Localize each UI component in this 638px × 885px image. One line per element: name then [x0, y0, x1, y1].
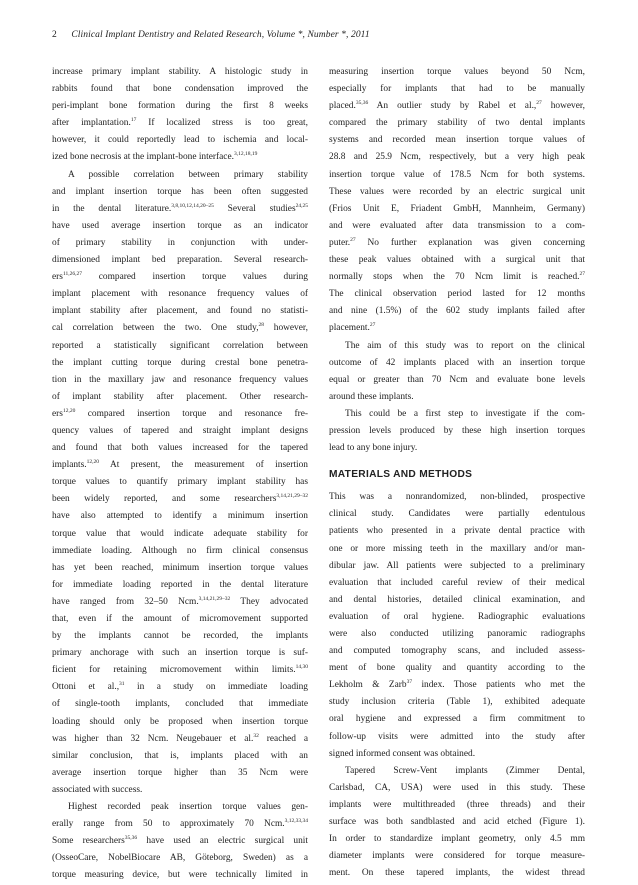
text-line: and implant insertion torque has been often suggested [52, 186, 308, 197]
text-line: dibular jaw. All patients were subjected to a preliminary [329, 560, 585, 571]
text-line: Tapered Screw-Vent implants (Zimmer Dental, [345, 765, 585, 776]
running-head [52, 30, 370, 40]
text-line: been widely reported, and some researchers$^{3,14,21,29-32}$ [52, 493, 308, 505]
text-line: Carlsbad, CA, USA) were used in this study. These [329, 782, 585, 793]
text-line: tion in the maxillary jaw and resonance frequency values [52, 374, 308, 385]
text-line: ers$^{11,26,27}$ compared insertion torque values during [52, 271, 308, 283]
text-line: similar conclusion, that is, implants placed with an [52, 750, 308, 761]
text-line: and computed tomography scans, and included assess- [329, 646, 585, 657]
text-line: In order to standardize implant geometry, only 4.5 mm [329, 834, 585, 845]
text-line: these peak values obtained with a surgical unit that [329, 255, 585, 266]
citation: 27 [369, 322, 376, 329]
text-line: (OsseoCare, NobelBiocare AB, Göteborg, Sweden) as a [52, 853, 308, 864]
citation: 28 [258, 322, 265, 329]
text-line: signed informed consent was obtained. [329, 748, 476, 759]
text-line: diameter implants were considered for torque measure- [329, 851, 585, 862]
text-line: however, it could reportedly lead to ischemia and local- [52, 135, 308, 146]
citation: 27 [536, 100, 542, 107]
text-line: Some researchers$^{35,36}$ have used an electric surgical unit [52, 835, 308, 847]
text-line: evaluation that included careful review of their medical [329, 577, 585, 588]
text-line: was higher than 32 Ncm. Neugebauer et al.$^{32}$ reached a [52, 732, 308, 744]
text-line: and dental histories, detailed clinical examination, and [329, 594, 585, 605]
text-line: normally stops when the 70 Ncm limit is reached.$^{27}$ [329, 271, 585, 283]
section-heading: MATERIALS AND METHODS [329, 469, 473, 481]
text-line: have used average insertion torque as an indicator [52, 220, 308, 231]
citation: 3,12,33,34 [284, 818, 308, 825]
text-line: of single-tooth implants, concluded that immediate [52, 699, 308, 710]
text-line: of implant stability after placement. Other research- [52, 391, 308, 402]
text-line: ized bone necrosis at the implant-bone interface.$^{3,12,18,19}$ [52, 151, 258, 163]
right-column [329, 64, 585, 882]
text-line: in the dental literature.$^{3,8,10,12,14,20-25}$ Several studies$^{24,25}$ [52, 202, 308, 214]
text-line: implant stability after placement, and found no statisti- [52, 306, 308, 317]
text-line: ment. On these tapered implants, the widest thread [329, 868, 585, 879]
text-line: were also conducted utilizing panoramic radiographs [329, 629, 585, 639]
text-line: placed.$^{35,36}$ An outlier study by Rabel et al.,$^{27}$ however, [329, 100, 585, 112]
text-line: (Frios Unit E, Friadent GmbH, Mannheim, Germany) [329, 203, 585, 214]
citation: 14,30 [295, 664, 308, 671]
text-line: lead to any bone injury. [329, 443, 418, 454]
text-line: Ottoni et al.,$^{31}$ in a study on immediate loading [52, 681, 308, 693]
citation: 11,26,27 [62, 271, 82, 278]
text-line: Lekholm & Zarb$^{37}$ index. Those patients who met the [329, 679, 585, 691]
text-line: average insertion torque higher than 35 Ncm were [52, 767, 308, 778]
text-line: torque measuring device, but were technically limited in [52, 870, 308, 881]
text-line: 28.8 and 25.9 Ncm, respectively, but a very high peak [329, 152, 585, 163]
citation: 27 [579, 271, 585, 278]
text-line: peri-implant bone formation during the first 8 weeks [52, 101, 308, 112]
text-line: dimensioned implant bed preparation. Several research- [52, 255, 308, 266]
citation: 3,12,18,19 [233, 151, 258, 158]
text-line: for immediate loading reported in the dental literature [52, 579, 308, 590]
journal-title: Clinical Implant Dentistry and Related Research, Volume *, Number *, 2011 [71, 30, 370, 40]
text-line: oral hygiene and expressed a firm commitment to [329, 714, 585, 725]
text-line: study inclusion criteria (Table 1), exhibited adequate [329, 697, 585, 708]
text-line: quency values of tapered and straight implant designs [52, 425, 308, 436]
citation: 3,8,10,12,14,20–25 [171, 202, 214, 209]
text-line: especially for implants that had to be manually [329, 84, 585, 95]
text-line: placement.$^{27}$ [329, 322, 376, 334]
citation: 35,36 [355, 100, 369, 107]
text-line: follow-up visits were admitted into the study after [329, 731, 585, 742]
citation: 24,25 [295, 202, 308, 209]
text-line: has yet been reached, minimum insertion torque values [52, 562, 308, 573]
citation: 3,14,21,29–32 [276, 493, 308, 500]
text-line: This was a nonrandomized, non-blinded, prospective [329, 492, 585, 503]
text-line: immediate loading. Although no firm clinical consensus [52, 545, 308, 556]
text-line: systems and recorded mean insertion torque values of [329, 135, 585, 146]
text-line: patients who presented in a private dental practice with [329, 526, 585, 537]
text-line: ers$^{12,20}$ compared insertion torque and resonance fre- [52, 407, 308, 419]
text-line: and found that both values increased for the tapered [52, 443, 308, 454]
left-column [52, 64, 308, 885]
text-line: clinical study. Candidates were partially edentulous [329, 509, 585, 520]
text-line: reported a statistically significant correlation between [52, 340, 308, 351]
text-line: that, even if the amount of micromovement supported [52, 614, 308, 624]
text-line: of primary stability in conjunction with under- [52, 237, 308, 248]
text-line: and were evaluated after data transmission to a com- [329, 220, 585, 231]
text-line: around these implants. [329, 391, 414, 402]
text-line: after implantation.$^{17}$ If localized stress is too great, [52, 117, 308, 129]
page-number: 2 [52, 30, 57, 40]
text-line: increase primary implant stability. A histologic study in [52, 67, 308, 77]
text-line: measuring insertion torque values beyond 50 Ncm, [329, 67, 585, 77]
text-line: have ranged from 32–50 Ncm.$^{3,14,21,29-32}$ They advocated [52, 595, 308, 607]
text-line: torque values to quantify primary implant stability has [52, 477, 308, 488]
text-line: and nine (1.5%) of the 602 study implants failed after [329, 306, 585, 317]
text-line: The aim of this study was to report on the clinical [345, 340, 585, 351]
text-line: cal correlation between the two. One study,$^{28}$ however, [52, 322, 308, 334]
text-line: A possible correlation between primary stability [68, 169, 308, 180]
text-line: equal or greater than 70 Ncm and evaluate bone levels [329, 374, 585, 385]
citation: 12,20 [62, 407, 76, 414]
citation: 12,20 [86, 459, 100, 466]
citation: 3,14,21,29–32 [198, 595, 231, 602]
citation: 17 [130, 117, 137, 124]
text-line: puter.$^{27}$ No further explanation was given concerning [329, 236, 585, 248]
text-line: surface was both sandblasted and acid etched (Figure 1). [329, 817, 585, 828]
text-line: The clinical observation period lasted for 12 months [329, 289, 585, 300]
text-line: implants were multithreaded (three threads) and their [329, 799, 585, 810]
text-line: torque value that would indicate adequate stability for [52, 528, 308, 539]
text-line: pression levels produced by these high insertion torques [329, 425, 585, 436]
text-line: compared the primary stability of two dental implants [329, 118, 585, 129]
text-line: ment of bone quality and quantity according to the [329, 663, 585, 674]
text-line: erally range from 50 to approximately 70 Ncm.$^{3,12,33,34}$ [52, 818, 308, 830]
citation: 27 [350, 236, 356, 243]
text-line: rabbits found that bone condensation improved the [52, 84, 308, 95]
citation: 32 [253, 732, 259, 739]
text-line: implants.$^{12,20}$ At present, the measurement of insertion [52, 459, 308, 471]
text-line: associated with success. [52, 784, 143, 795]
citation: 31 [119, 681, 125, 688]
text-line: by the implants cannot be recorded, the implants [52, 631, 308, 642]
text-line: the implant cutting torque during crestal bone penetra- [52, 357, 308, 368]
text-line: one or more missing teeth in the maxillary and/or man- [329, 543, 585, 554]
text-line: This could be a first step to investigate if the com- [345, 408, 585, 419]
text-line: Highest recorded peak insertion torque values gen- [68, 802, 308, 813]
text-line: outcome of 42 implants placed with an insertion torque [329, 357, 585, 368]
text-line: implant placement with resonance frequency values of [52, 289, 308, 300]
text-line: have also attempted to identify a minimum insertion [52, 511, 308, 522]
text-line: primary anchorage with such an insertion torque is suf- [52, 648, 308, 659]
text-line: ficient for retaining micromovement within limits.$^{14,30}$ [52, 664, 308, 676]
text-line: These values were recorded by an electric surgical unit [329, 186, 585, 197]
citation: 35,36 [124, 835, 138, 842]
text-line: insertion torque value of 178.5 Ncm for both systems. [329, 169, 585, 180]
text-line: evaluation of oral hygiene. Radiographic evaluations [329, 611, 585, 622]
text-line: loading should only be proposed when insertion torque [52, 716, 308, 727]
citation: 37 [406, 679, 413, 686]
